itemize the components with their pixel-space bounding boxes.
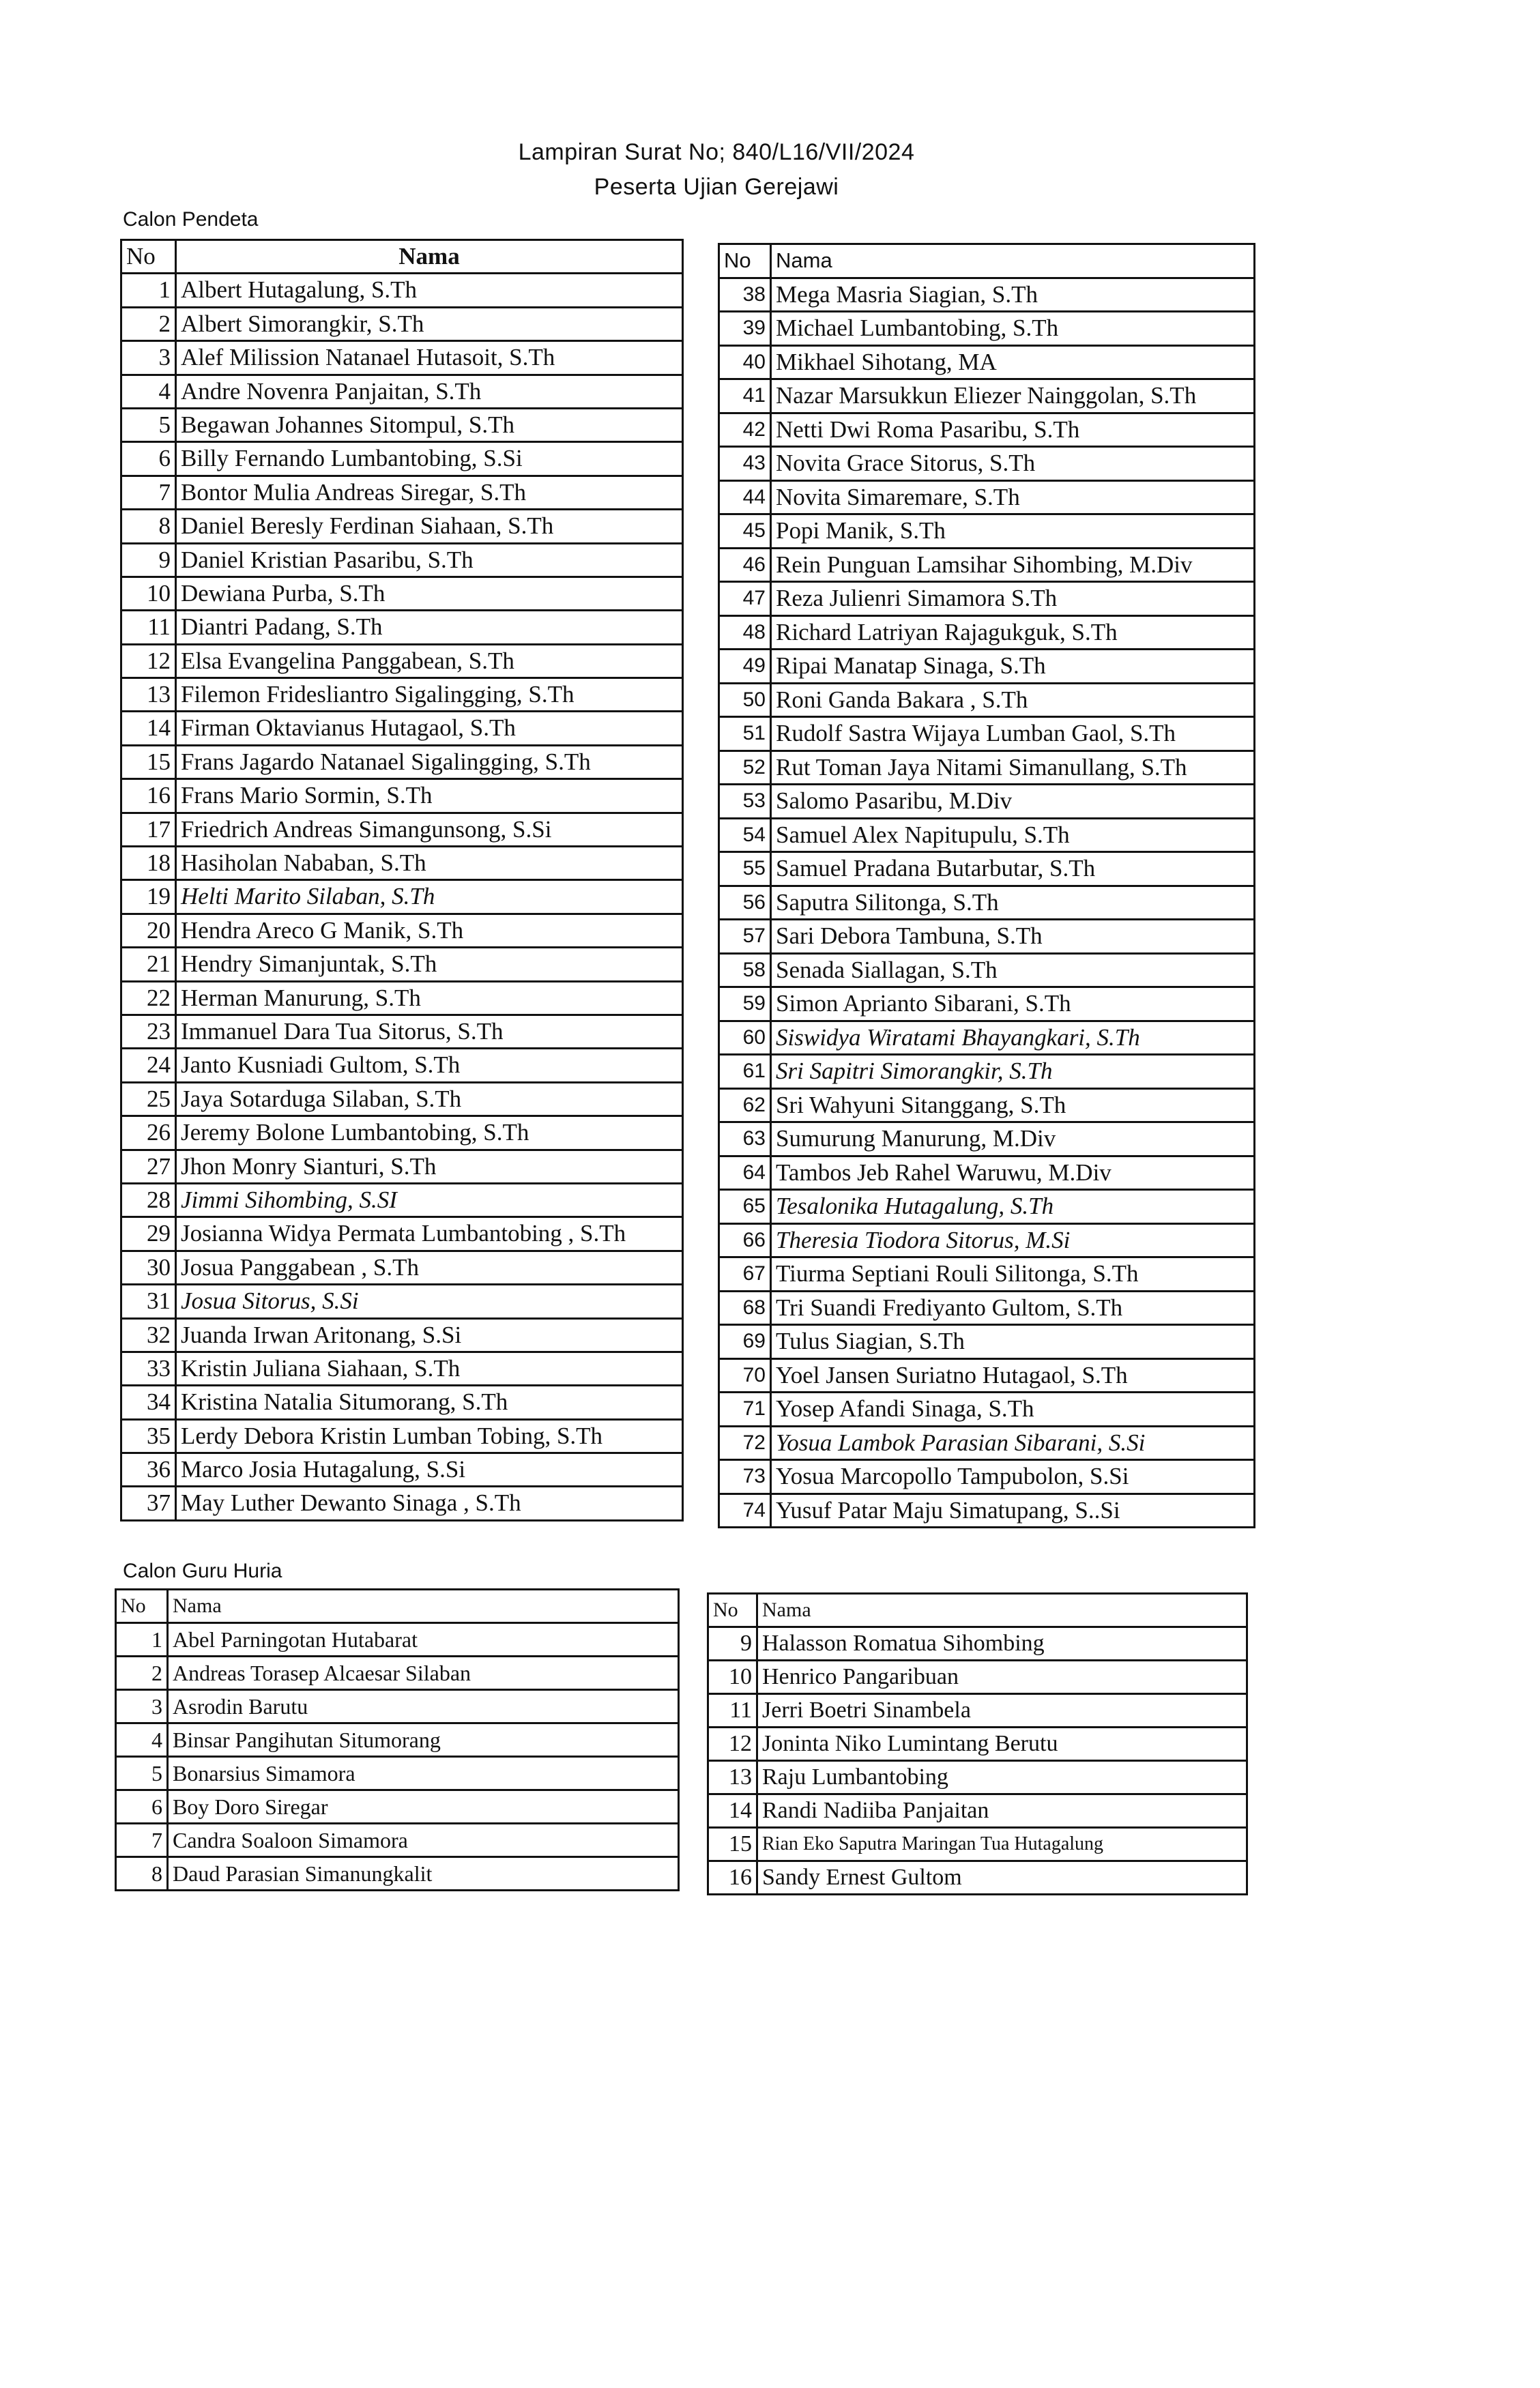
- candidate-name: Boy Doro Siregar: [173, 1794, 328, 1819]
- table-row: [122, 1218, 682, 1251]
- candidate-name: Daniel Beresly Ferdinan Siahaan, S.Th: [181, 512, 554, 540]
- table-row: [720, 1022, 1253, 1056]
- row-number: 63: [720, 1123, 772, 1155]
- row-number: 40: [720, 347, 772, 379]
- candidate-name: Andre Novenra Panjaitan, S.Th: [181, 377, 482, 405]
- row-number: 41: [720, 380, 772, 412]
- column-header-nama: Nama: [173, 1595, 222, 1617]
- table-row: [720, 279, 1253, 313]
- table-row: [122, 1386, 682, 1420]
- column-header-nama: Nama: [776, 248, 832, 272]
- table-row: [720, 448, 1253, 482]
- row-number: 48: [720, 617, 772, 649]
- candidate-name: Frans Mario Sormin, S.Th: [181, 782, 433, 809]
- table-row: [709, 1862, 1246, 1895]
- candidate-name: Josua Sitorus, S.Si: [181, 1287, 359, 1315]
- table-row: [709, 1695, 1246, 1728]
- row-number: 20: [122, 915, 177, 946]
- row-number: 69: [720, 1326, 772, 1358]
- candidate-name: Yosua Lambok Parasian Sibarani, S.Si: [776, 1429, 1146, 1456]
- table-row: [122, 847, 682, 881]
- row-number: 12: [122, 645, 177, 677]
- table-row: [720, 515, 1253, 549]
- row-number: 59: [720, 988, 772, 1020]
- candidate-name: Rian Eko Saputra Maringan Tua Hutagalung: [762, 1833, 1104, 1854]
- row-number: 35: [122, 1421, 177, 1452]
- candidate-name: Michael Lumbantobing, S.Th: [776, 315, 1059, 341]
- candidate-name: Rudolf Sastra Wijaya Lumban Gaol, S.Th: [776, 720, 1176, 746]
- row-number: 73: [720, 1461, 772, 1493]
- row-number: 5: [117, 1758, 169, 1789]
- row-number: 46: [720, 549, 772, 581]
- table-row: [720, 684, 1253, 718]
- row-number: 5: [122, 409, 177, 441]
- row-number: 3: [117, 1691, 169, 1722]
- candidate-name: Hendra Areco G Manik, S.Th: [181, 916, 464, 944]
- table-row: [720, 650, 1253, 684]
- table-row: [122, 443, 682, 476]
- table-row: [122, 578, 682, 611]
- row-number: 61: [720, 1055, 772, 1088]
- candidate-name: May Luther Dewanto Sinaga , S.Th: [181, 1489, 521, 1517]
- candidate-name: Theresia Tiodora Sitorus, M.Si: [776, 1226, 1071, 1253]
- table-row: [122, 1049, 682, 1083]
- table-row: [709, 1728, 1246, 1762]
- table-row: [122, 1184, 682, 1218]
- candidate-name: Joninta Niko Lumintang Berutu: [762, 1731, 1058, 1756]
- candidate-name: Novita Simaremare, S.Th: [776, 483, 1020, 510]
- candidate-name: Asrodin Barutu: [173, 1694, 308, 1719]
- row-number: 8: [117, 1858, 169, 1889]
- row-number: 1: [117, 1624, 169, 1655]
- candidate-name: Tulus Siagian, S.Th: [776, 1328, 965, 1354]
- row-number: 11: [122, 611, 177, 643]
- candidate-name: Frans Jagardo Natanael Sigalingging, S.Th: [181, 748, 591, 775]
- candidate-name: Sri Sapitri Simorangkir, S.Th: [776, 1058, 1053, 1084]
- row-number: 6: [117, 1791, 169, 1822]
- candidate-name: Binsar Pangihutan Situmorang: [173, 1728, 441, 1752]
- row-number: 6: [122, 443, 177, 474]
- table-row: [122, 1285, 682, 1319]
- column-header-nama: Nama: [398, 243, 460, 270]
- row-number: 42: [720, 414, 772, 446]
- table-row: [720, 1258, 1253, 1292]
- row-number: 57: [720, 920, 772, 952]
- candidate-name: Hasiholan Nababan, S.Th: [181, 849, 426, 877]
- table-row: [117, 1624, 678, 1657]
- row-number: 28: [122, 1184, 177, 1216]
- candidate-name: Herman Manurung, S.Th: [181, 984, 421, 1011]
- row-number: 30: [122, 1252, 177, 1283]
- row-number: 8: [122, 510, 177, 542]
- candidate-name: Sumurung Manurung, M.Div: [776, 1125, 1056, 1152]
- candidate-name: Jerri Boetri Sinambela: [762, 1698, 971, 1723]
- table-row: [117, 1858, 678, 1891]
- row-number: 32: [122, 1320, 177, 1351]
- row-number: 14: [122, 712, 177, 744]
- table-header-row: [122, 241, 682, 274]
- row-number: 27: [122, 1151, 177, 1182]
- table-row: [720, 583, 1253, 617]
- guru-huria-table-left: [115, 1588, 680, 1891]
- row-number: 51: [720, 718, 772, 750]
- row-number: 7: [117, 1824, 169, 1856]
- row-number: 19: [122, 881, 177, 912]
- candidate-name: Hendry Simanjuntak, S.Th: [181, 950, 437, 978]
- table-row: [122, 1151, 682, 1184]
- table-row: [117, 1691, 678, 1724]
- pendeta-table-left: [120, 239, 684, 1521]
- table-row: [720, 1292, 1253, 1326]
- table-row: [122, 645, 682, 679]
- candidate-name: Elsa Evangelina Panggabean, S.Th: [181, 647, 514, 674]
- section-caption-pendeta: Calon Pendeta: [123, 208, 259, 231]
- table-row: [720, 1090, 1253, 1124]
- table-row: [720, 1360, 1253, 1394]
- table-row: [122, 477, 682, 510]
- candidate-name: Filemon Fridesliantro Sigalingging, S.Th: [181, 681, 575, 708]
- table-row: [720, 785, 1253, 819]
- candidate-name: Albert Hutagalung, S.Th: [181, 276, 418, 304]
- table-row: [122, 814, 682, 847]
- pendeta-table-right: [718, 243, 1255, 1528]
- candidate-name: Randi Nadiiba Panjaitan: [762, 1798, 989, 1823]
- table-row: [720, 1123, 1253, 1157]
- column-header-no: No: [709, 1595, 758, 1626]
- table-row: [709, 1762, 1246, 1795]
- table-row: [720, 1326, 1253, 1360]
- candidate-name: Daud Parasian Simanungkalit: [173, 1861, 433, 1886]
- candidate-name: Josua Panggabean , S.Th: [181, 1253, 419, 1281]
- candidate-name: Yoel Jansen Suriatno Hutagaol, S.Th: [776, 1361, 1128, 1388]
- table-row: [122, 1454, 682, 1487]
- row-number: 53: [720, 785, 772, 817]
- row-number: 37: [122, 1487, 177, 1519]
- candidate-name: Rut Toman Jaya Nitami Simanullang, S.Th: [776, 753, 1187, 781]
- row-number: 2: [122, 308, 177, 340]
- candidate-name: Alef Milission Natanael Hutasoit, S.Th: [181, 344, 555, 371]
- row-number: 26: [122, 1117, 177, 1148]
- candidate-name: Jeremy Bolone Lumbantobing, S.Th: [181, 1119, 529, 1146]
- table-row: [122, 1353, 682, 1386]
- table-row: [720, 1225, 1253, 1259]
- table-row: [122, 274, 682, 308]
- candidate-name: Siswidya Wiratami Bhayangkari, S.Th: [776, 1023, 1140, 1051]
- candidate-name: Kristina Natalia Situmorang, S.Th: [181, 1388, 508, 1416]
- row-number: 52: [720, 752, 772, 784]
- table-row: [122, 544, 682, 578]
- row-number: 66: [720, 1225, 772, 1257]
- row-number: 10: [709, 1661, 758, 1693]
- candidate-name: Simon Aprianto Sibarani, S.Th: [776, 990, 1071, 1017]
- row-number: 71: [720, 1393, 772, 1425]
- row-number: 17: [122, 814, 177, 845]
- candidate-name: Saputra Silitonga, S.Th: [776, 888, 999, 916]
- candidate-name: Andreas Torasep Alcaesar Silaban: [173, 1661, 471, 1685]
- table-row: [122, 780, 682, 813]
- table-row: [720, 955, 1253, 989]
- table-row: [720, 718, 1253, 752]
- candidate-name: Samuel Alex Napitupulu, S.Th: [776, 821, 1070, 848]
- table-row: [720, 1495, 1253, 1529]
- row-number: 55: [720, 853, 772, 885]
- row-number: 25: [122, 1083, 177, 1115]
- table-row: [720, 819, 1253, 854]
- candidate-name: Sandy Ernest Gultom: [762, 1865, 962, 1890]
- row-number: 68: [720, 1292, 772, 1324]
- row-number: 9: [122, 544, 177, 576]
- row-number: 7: [122, 477, 177, 508]
- row-number: 23: [122, 1016, 177, 1047]
- row-number: 50: [720, 684, 772, 716]
- candidate-name: Mega Masria Siagian, S.Th: [776, 280, 1038, 308]
- candidate-name: Marco Josia Hutagalung, S.Si: [181, 1456, 466, 1483]
- row-number: 14: [709, 1795, 758, 1826]
- candidate-name: Mikhael Sihotang, MA: [776, 348, 997, 375]
- guru-huria-table-right: [707, 1592, 1248, 1895]
- row-number: 64: [720, 1157, 772, 1189]
- table-row: [122, 982, 682, 1016]
- table-row: [122, 1421, 682, 1454]
- candidate-name: Raju Lumbantobing: [762, 1764, 948, 1790]
- candidate-name: Billy Fernando Lumbantobing, S.Si: [181, 445, 523, 472]
- row-number: 74: [720, 1495, 772, 1527]
- row-number: 67: [720, 1258, 772, 1290]
- candidate-name: Immanuel Dara Tua Sitorus, S.Th: [181, 1017, 504, 1045]
- table-row: [720, 347, 1253, 381]
- column-header-nama: Nama: [762, 1599, 811, 1621]
- candidate-name: Tiurma Septiani Rouli Silitonga, S.Th: [776, 1260, 1139, 1287]
- table-row: [720, 549, 1253, 583]
- table-row: [122, 915, 682, 948]
- row-number: 33: [122, 1353, 177, 1384]
- table-row: [720, 752, 1253, 786]
- row-number: 44: [720, 482, 772, 514]
- table-row: [122, 308, 682, 342]
- table-row: [720, 1055, 1253, 1090]
- table-row: [720, 988, 1253, 1022]
- row-number: 2: [117, 1657, 169, 1689]
- candidate-name: Salomo Pasaribu, M.Div: [776, 787, 1013, 814]
- table-row: [122, 948, 682, 982]
- table-row: [709, 1829, 1246, 1862]
- row-number: 15: [122, 746, 177, 778]
- table-row: [122, 1320, 682, 1353]
- row-number: 4: [117, 1724, 169, 1756]
- candidate-name: Jimmi Sihombing, S.SI: [181, 1186, 397, 1213]
- table-row: [122, 1016, 682, 1049]
- row-number: 9: [709, 1628, 758, 1659]
- candidate-name: Josianna Widya Permata Lumbantobing , S.Th: [181, 1220, 626, 1247]
- table-row: [709, 1795, 1246, 1829]
- candidate-name: Daniel Kristian Pasaribu, S.Th: [181, 546, 474, 573]
- candidate-name: Sari Debora Tambuna, S.Th: [776, 922, 1043, 949]
- row-number: 36: [122, 1454, 177, 1485]
- document-title: Peserta Ujian Gerejawi: [594, 174, 839, 200]
- row-number: 43: [720, 448, 772, 480]
- row-number: 16: [709, 1862, 758, 1893]
- table-row: [122, 881, 682, 914]
- candidate-name: Juanda Irwan Aritonang, S.Si: [181, 1321, 462, 1348]
- column-header-no: No: [117, 1590, 169, 1622]
- row-number: 38: [720, 279, 772, 311]
- candidate-name: Diantri Padang, S.Th: [181, 613, 383, 641]
- table-row: [122, 409, 682, 443]
- table-row: [122, 1117, 682, 1150]
- candidate-name: Bonarsius Simamora: [173, 1761, 355, 1786]
- table-row: [117, 1824, 678, 1858]
- row-number: 24: [122, 1049, 177, 1081]
- candidate-name: Friedrich Andreas Simangunsong, S.Si: [181, 815, 552, 843]
- candidate-name: Jhon Monry Sianturi, S.Th: [181, 1152, 437, 1180]
- row-number: 72: [720, 1427, 772, 1459]
- table-row: [117, 1724, 678, 1758]
- table-row: [720, 312, 1253, 347]
- candidate-name: Kristin Juliana Siahaan, S.Th: [181, 1354, 461, 1382]
- candidate-name: Rein Punguan Lamsihar Sihombing, M.Div: [776, 551, 1193, 578]
- candidate-name: Samuel Pradana Butarbutar, S.Th: [776, 855, 1096, 882]
- row-number: 18: [122, 847, 177, 879]
- table-row: [122, 510, 682, 544]
- table-row: [122, 1252, 682, 1285]
- candidate-name: Dewiana Purba, S.Th: [181, 579, 386, 607]
- row-number: 12: [709, 1728, 758, 1760]
- row-number: 49: [720, 650, 772, 682]
- candidate-name: Yosep Afandi Sinaga, S.Th: [776, 1395, 1034, 1422]
- row-number: 21: [122, 948, 177, 980]
- table-row: [720, 1461, 1253, 1495]
- table-row: [720, 887, 1253, 921]
- candidate-name: Roni Ganda Bakara , S.Th: [776, 686, 1028, 713]
- candidate-name: Tri Suandi Frediyanto Gultom, S.Th: [776, 1294, 1123, 1321]
- candidate-name: Janto Kusniadi Gultom, S.Th: [181, 1051, 461, 1079]
- candidate-name: Henrico Pangaribuan: [762, 1664, 959, 1689]
- table-row: [117, 1657, 678, 1691]
- row-number: 60: [720, 1022, 772, 1054]
- row-number: 15: [709, 1829, 758, 1860]
- candidate-name: Lerdy Debora Kristin Lumban Tobing, S.Th: [181, 1422, 603, 1449]
- candidate-name: Begawan Johannes Sitompul, S.Th: [181, 411, 514, 438]
- table-row: [720, 1393, 1253, 1427]
- row-number: 70: [720, 1360, 772, 1392]
- candidate-name: Bontor Mulia Andreas Siregar, S.Th: [181, 478, 527, 506]
- row-number: 58: [720, 955, 772, 987]
- row-number: 3: [122, 342, 177, 373]
- table-row: [122, 1487, 682, 1521]
- document-reference: Lampiran Surat No; 840/L16/VII/2024: [518, 139, 915, 165]
- row-number: 65: [720, 1191, 772, 1223]
- table-row: [720, 414, 1253, 448]
- candidate-name: Novita Grace Sitorus, S.Th: [776, 450, 1036, 476]
- table-row: [720, 853, 1253, 887]
- candidate-name: Yusuf Patar Maju Simatupang, S..Si: [776, 1496, 1120, 1524]
- candidate-name: Jaya Sotarduga Silaban, S.Th: [181, 1085, 462, 1112]
- row-number: 22: [122, 982, 177, 1014]
- candidate-name: Firman Oktavianus Hutagaol, S.Th: [181, 714, 516, 742]
- table-header-row: [117, 1590, 678, 1624]
- row-number: 39: [720, 312, 772, 345]
- table-row: [720, 380, 1253, 414]
- row-number: 47: [720, 583, 772, 615]
- candidate-name: Reza Julienri Simamora S.Th: [776, 585, 1058, 611]
- row-number: 10: [122, 578, 177, 609]
- table-row: [720, 482, 1253, 516]
- row-number: 34: [122, 1386, 177, 1418]
- table-row: [122, 679, 682, 712]
- table-row: [720, 1191, 1253, 1225]
- table-row: [720, 1427, 1253, 1461]
- table-row: [122, 342, 682, 375]
- candidate-name: Sri Wahyuni Sitanggang, S.Th: [776, 1091, 1066, 1118]
- table-header-row: [709, 1595, 1246, 1628]
- row-number: 13: [122, 679, 177, 710]
- table-row: [122, 1083, 682, 1117]
- candidate-name: Popi Manik, S.Th: [776, 517, 946, 544]
- candidate-name: Tesalonika Hutagalung, S.Th: [776, 1193, 1054, 1219]
- table-row: [709, 1661, 1246, 1695]
- candidate-name: Senada Siallagan, S.Th: [776, 956, 998, 983]
- candidate-name: Richard Latriyan Rajagukguk, S.Th: [776, 618, 1118, 645]
- table-row: [122, 712, 682, 746]
- row-number: 4: [122, 376, 177, 407]
- row-number: 45: [720, 515, 772, 547]
- candidate-name: Helti Marito Silaban, S.Th: [181, 883, 435, 910]
- table-row: [720, 920, 1253, 955]
- table-row: [122, 376, 682, 409]
- row-number: 54: [720, 819, 772, 851]
- table-row: [122, 746, 682, 780]
- candidate-name: Albert Simorangkir, S.Th: [181, 310, 424, 337]
- row-number: 1: [122, 274, 177, 306]
- candidate-name: Abel Parningotan Hutabarat: [173, 1627, 418, 1652]
- table-row: [709, 1628, 1246, 1661]
- table-row: [117, 1758, 678, 1791]
- table-row: [720, 1157, 1253, 1191]
- row-number: 56: [720, 887, 772, 919]
- column-header-no: No: [720, 245, 772, 277]
- table-row: [122, 611, 682, 645]
- table-header-row: [720, 245, 1253, 279]
- row-number: 11: [709, 1695, 758, 1726]
- row-number: 16: [122, 780, 177, 811]
- candidate-name: Candra Soaloon Simamora: [173, 1828, 408, 1852]
- candidate-name: Tambos Jeb Rahel Waruwu, M.Div: [776, 1159, 1112, 1186]
- candidate-name: Halasson Romatua Sihombing: [762, 1631, 1045, 1656]
- row-number: 13: [709, 1762, 758, 1793]
- column-header-no: No: [122, 241, 177, 272]
- candidate-name: Nazar Marsukkun Eliezer Nainggolan, S.Th: [776, 382, 1197, 409]
- section-caption-guru-huria: Calon Guru Huria: [123, 1560, 282, 1582]
- row-number: 31: [122, 1285, 177, 1317]
- table-row: [117, 1791, 678, 1824]
- row-number: 29: [122, 1218, 177, 1249]
- row-number: 62: [720, 1090, 772, 1122]
- table-row: [720, 617, 1253, 651]
- candidate-name: Ripai Manatap Sinaga, S.Th: [776, 652, 1046, 679]
- candidate-name: Yosua Marcopollo Tampubolon, S.Si: [776, 1463, 1129, 1489]
- candidate-name: Netti Dwi Roma Pasaribu, S.Th: [776, 416, 1080, 443]
